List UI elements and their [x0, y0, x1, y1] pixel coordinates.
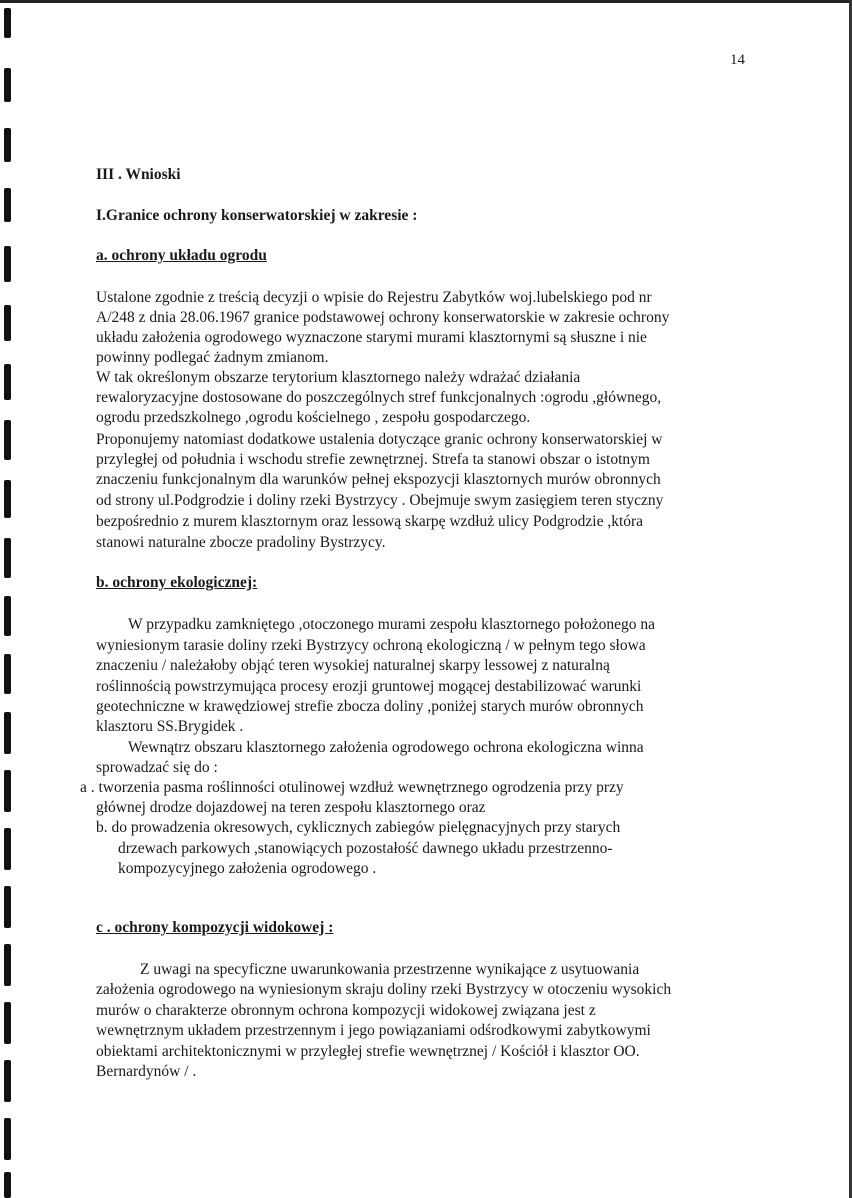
heading-a: a. ochrony układu ogrodu: [96, 247, 267, 264]
list-item-b-cont: kompozycyjnego założenia ogrodowego .: [118, 860, 377, 877]
binding-hole: [4, 364, 11, 400]
paragraph-line: wewnętrznym układem przestrzennym i jego powiązaniami odśrodkowymi zabytkowymi: [96, 1022, 651, 1039]
paragraph-line: Wewnątrz obszaru klasztornego założenia ogrodowego ochrona ekologiczna winna: [128, 739, 644, 756]
list-item-a: a . tworzenia pasma roślinności otulinowej wzdłuż wewnętrznego ogrodzenia przy przy: [80, 779, 624, 796]
paragraph-line: roślinnością powstrzymująca procesy erozji gruntowej mogącej destabilizować warunki: [96, 678, 642, 695]
heading-c: c . ochrony kompozycji widokowej :: [96, 919, 334, 936]
paragraph-line: powinny podlegać żadnym zmianom.: [96, 349, 329, 366]
binding-hole: [4, 770, 11, 812]
binding-hole: [4, 712, 11, 754]
binding-hole: [4, 1002, 11, 1044]
paragraph-line: stanowi naturalne zbocze pradoliny Bystrzycy.: [96, 534, 386, 551]
binding-hole: [4, 420, 11, 460]
paragraph-line: układu założenia ogrodowego wyznaczone starymi murami klasztornymi są słuszne i nie: [96, 329, 647, 346]
paragraph-line: rewaloryzacyjne dostosowane do poszczególnych stref funkcjonalnych :ogrodu ,głównego,: [96, 389, 662, 406]
paragraph-line: Ustalone zgodnie z treścią decyzji o wpisie do Rejestru Zabytków woj.lubelskiego pod nr: [96, 289, 652, 306]
paragraph-line: założenia ogrodowego na wyniesionym skraju doliny rzeki Bystrzycy w otoczeniu wysokich: [96, 981, 672, 998]
binding-hole: [4, 1118, 11, 1160]
list-item-b-cont: drzewach parkowych ,stanowiących pozostałość dawnego układu przestrzenno-: [118, 840, 613, 857]
binding-hole: [4, 596, 11, 636]
paragraph-line: znaczeniu / należałoby objąć teren wysokiej naturalnej skarpy lessowej z naturalną: [96, 657, 610, 674]
binding-hole: [4, 944, 11, 986]
paragraph-line: A/248 z dnia 28.06.1967 granice podstawowej ochrony konserwatorskie w zakresie ochrony: [96, 309, 670, 326]
binding-hole: [4, 128, 11, 162]
paragraph-line: Proponujemy natomiast dodatkowe ustalenia dotyczące granic ochrony konserwatorskiej w: [96, 431, 663, 448]
paragraph-line: od strony ul.Podgrodzie i doliny rzeki Bystrzycy . Obejmuje swym zasięgiem teren styczny: [96, 492, 664, 509]
paragraph-line: Z uwagi na specyficzne uwarunkowania przestrzenne wynikające z usytuowania: [140, 961, 640, 978]
paragraph-line: znaczeniu funkcjonalnym dla warunków pełnej ekspozycji klasztornych murów obronnych: [96, 471, 661, 488]
paragraph-line: obiektami architektonicznymi w przyległej strefie wewnętrznej / Kościół i klasztor OO.: [96, 1043, 640, 1060]
binding-hole: [4, 538, 11, 578]
paragraph-line: wyniesionym tarasie doliny rzeki Bystrzycy ochroną ekologiczną / w pełnym tego słowa: [96, 637, 646, 654]
binding-hole: [4, 654, 11, 694]
list-item-a-cont: głównej drodze dojazdowej na teren zespołu klasztornego oraz: [96, 799, 486, 816]
paragraph-line: geotechniczne w krawędziowej strefie zbocza doliny ,poniżej starych murów obronnych: [96, 698, 644, 715]
list-item-b: b. do prowadzenia okresowych, cyklicznych zabiegów pielęgnacyjnych przy starych: [96, 819, 621, 836]
binding-hole: [4, 305, 11, 341]
subsection-title: I.Granice ochrony konserwatorskiej w zakresie :: [96, 207, 418, 224]
heading-b: b. ochrony ekologicznej:: [96, 574, 258, 591]
binding-holes: [0, 0, 20, 1198]
binding-hole: [4, 1060, 11, 1102]
binding-hole: [4, 68, 11, 102]
paragraph-line: W przypadku zamkniętego ,otoczonego murami zespołu klasztornego położonego na: [128, 616, 655, 633]
binding-hole: [4, 1172, 11, 1198]
paragraph-line: murów o charakterze obronnym ochrona kompozycji widokowej związana jest z: [96, 1002, 596, 1019]
paragraph-line: W tak określonym obszarze terytorium klasztornego należy wdrażać działania: [96, 369, 581, 386]
binding-hole: [4, 8, 11, 38]
paragraph-line: przyległej od południa i wschodu strefie zewnętrznej. Strefa ta stanowi obszar o istotnym: [96, 451, 650, 468]
section-title: III . Wnioski: [96, 166, 181, 183]
binding-hole: [4, 188, 11, 222]
paragraph-line: klasztoru SS.Brygidek .: [96, 718, 244, 735]
paragraph-line: bezpośrednio z murem klasztornym oraz lessową skarpę wzdłuż ulicy Podgrodzie ,która: [96, 513, 644, 530]
binding-hole: [4, 480, 11, 518]
paragraph-line: sprowadzać się do :: [96, 759, 218, 776]
binding-hole: [4, 246, 11, 282]
binding-hole: [4, 886, 11, 928]
page-number: 14: [730, 52, 745, 68]
paragraph-line: ogrodu przedszkolnego ,ogrodu kościelnego , zespołu gospodarczego.: [96, 409, 531, 426]
scan-top-border: [0, 0, 852, 3]
paragraph-line: Bernardynów / .: [96, 1063, 197, 1080]
binding-hole: [4, 828, 11, 870]
